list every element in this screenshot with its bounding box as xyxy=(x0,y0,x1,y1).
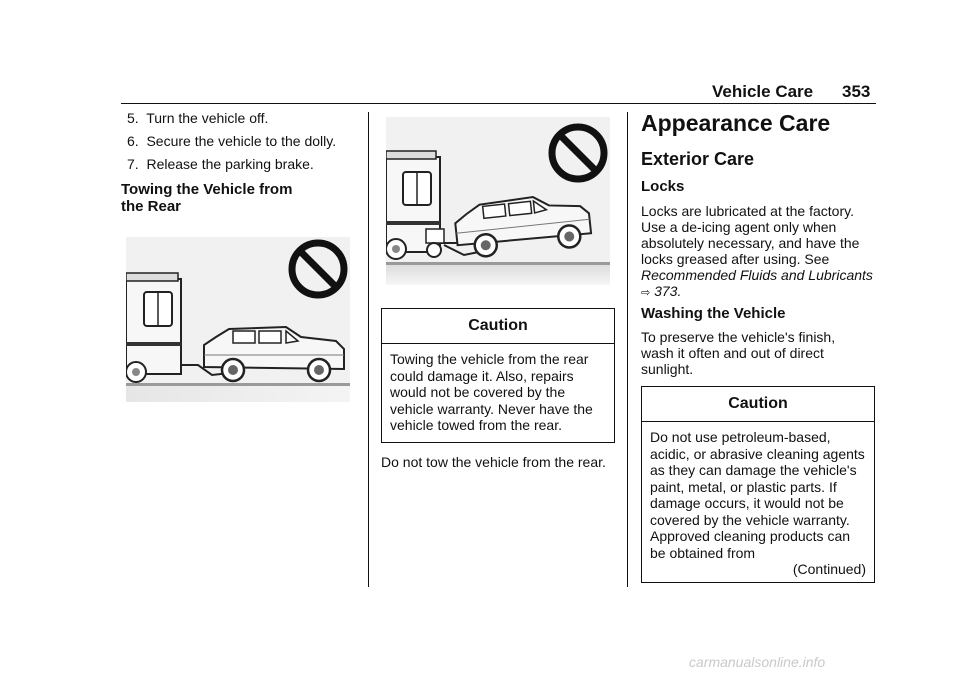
page-number: 353 xyxy=(842,82,871,101)
step-item xyxy=(127,156,314,172)
subsection-heading-locks: Locks xyxy=(641,178,685,195)
step-text: Secure the vehicle to the dolly. xyxy=(146,133,337,149)
header-rule xyxy=(121,103,876,104)
step-item xyxy=(127,110,268,126)
step-number: 7. xyxy=(127,156,139,172)
section-heading-line: Towing the Vehicle from xyxy=(121,181,293,198)
section-title: Exterior Care xyxy=(641,149,755,169)
watermark: carmanualsonline.info xyxy=(689,654,826,670)
section-heading xyxy=(121,181,292,215)
subsection-heading-washing: Washing the Vehicle xyxy=(641,305,786,322)
continued-label: (Continued) xyxy=(792,561,866,577)
section-heading-line: the Rear xyxy=(121,198,182,215)
washing-paragraph: To preserve the vehicle's finish, wash it often and out of direct sunlight. xyxy=(641,329,836,377)
page-arrow-icon: ⇨ xyxy=(641,287,651,299)
caution-title: Caution xyxy=(642,387,874,422)
step-item xyxy=(127,133,336,149)
step-number: 6. xyxy=(127,133,139,149)
caution-body xyxy=(642,422,874,582)
locks-paragraph xyxy=(641,203,873,301)
locks-text: Locks are lubricated at the factory. Use a de-icing agent only when absolutely necessary, and have the locks greased after using. See xyxy=(641,203,860,267)
rear-towing-dolly-illustration xyxy=(386,117,610,285)
step-text: Release the parking brake. xyxy=(146,156,314,172)
chapter-title: Appearance Care xyxy=(641,110,831,136)
step-number: 5. xyxy=(127,110,139,126)
towing-note: Do not tow the vehicle from the rear. xyxy=(381,454,606,470)
caution-body: Towing the vehicle from the rear could damage it. Also, repairs would not be covered by the vehicle warranty. Never have the vehicle towed from the rear. xyxy=(390,351,593,433)
caution-box-washing xyxy=(641,386,875,583)
rear-towing-illustration xyxy=(126,237,350,402)
caution-title: Caution xyxy=(382,309,614,344)
column-divider-left xyxy=(368,112,369,587)
cross-reference-link[interactable]: Recommended Fluids and Lubricants xyxy=(641,267,873,283)
caution-body-text: Do not use petroleum-based, acidic, or abrasive cleaning agents as they can damage the vehicle's paint, metal, or plastic parts. If damage occurs, it would not be covered by the vehicle warranty. Approved cleaning products can be obtained from xyxy=(650,429,865,561)
column-divider-right xyxy=(627,112,628,587)
cross-reference-page[interactable]: 373. xyxy=(654,283,682,299)
running-header-section: Vehicle Care xyxy=(712,82,814,101)
step-text: Turn the vehicle off. xyxy=(146,110,269,126)
caution-box-towing xyxy=(381,308,615,443)
